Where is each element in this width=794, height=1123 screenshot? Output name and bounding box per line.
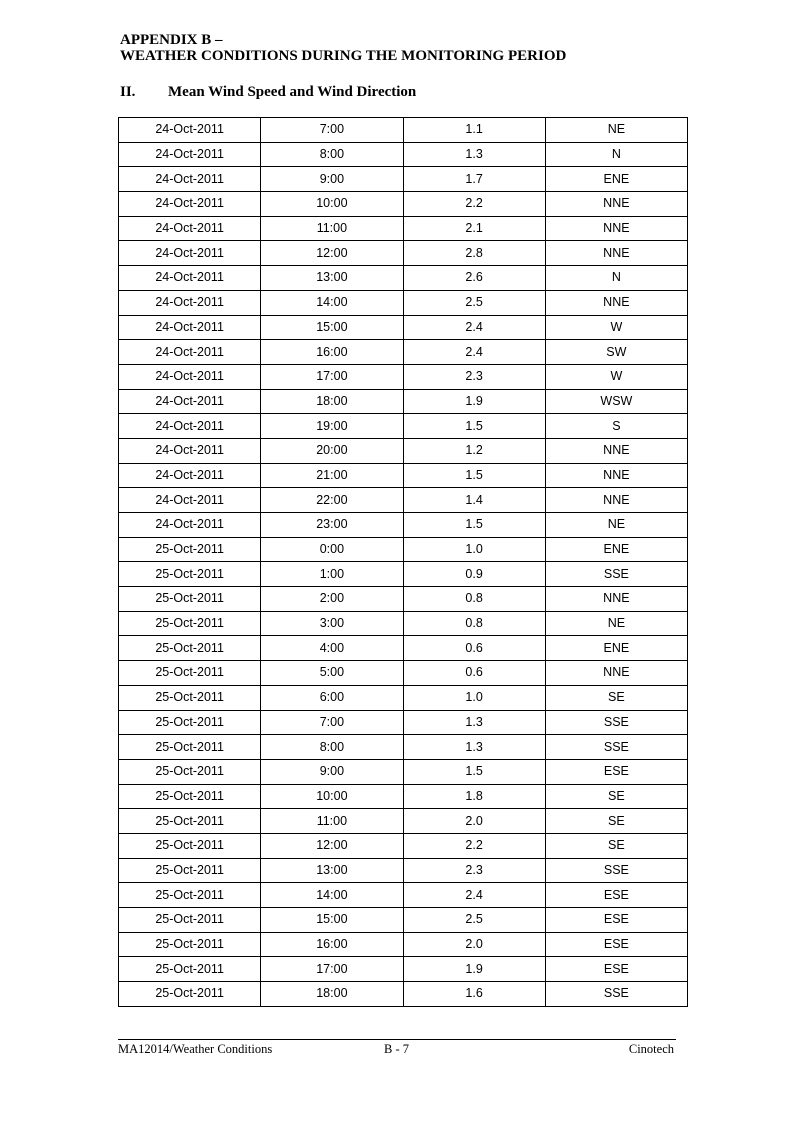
date-cell: 24-Oct-2011 [119, 266, 261, 291]
wind-speed-cell: 1.5 [403, 513, 545, 538]
date-cell: 25-Oct-2011 [119, 562, 261, 587]
wind-direction-cell: ENE [545, 537, 687, 562]
date-cell: 25-Oct-2011 [119, 587, 261, 612]
document-title: WEATHER CONDITIONS DURING THE MONITORING PERIOD [120, 48, 567, 64]
table-row [119, 883, 688, 908]
table-row [119, 833, 688, 858]
appendix-label: APPENDIX B – [120, 32, 223, 48]
time-cell: 10:00 [261, 192, 403, 217]
wind-direction-cell: WSW [545, 389, 687, 414]
wind-direction-cell: ESE [545, 957, 687, 982]
table-row [119, 463, 688, 488]
table-row [119, 982, 688, 1007]
wind-speed-cell: 2.2 [403, 833, 545, 858]
table-row [119, 241, 688, 266]
table-row [119, 414, 688, 439]
wind-direction-cell: SSE [545, 710, 687, 735]
wind-speed-cell: 2.5 [403, 908, 545, 933]
table-row [119, 858, 688, 883]
table-row [119, 735, 688, 760]
wind-speed-cell: 1.8 [403, 784, 545, 809]
wind-speed-cell: 0.8 [403, 587, 545, 612]
date-cell: 24-Oct-2011 [119, 438, 261, 463]
wind-direction-cell: SSE [545, 735, 687, 760]
table-row [119, 118, 688, 143]
time-cell: 11:00 [261, 216, 403, 241]
table-row [119, 513, 688, 538]
time-cell: 20:00 [261, 438, 403, 463]
table-row [119, 266, 688, 291]
table-row [119, 315, 688, 340]
wind-speed-cell: 1.5 [403, 759, 545, 784]
time-cell: 14:00 [261, 883, 403, 908]
wind-speed-cell: 2.4 [403, 340, 545, 365]
date-cell: 25-Oct-2011 [119, 759, 261, 784]
table-row [119, 364, 688, 389]
table-row [119, 908, 688, 933]
wind-speed-cell: 2.6 [403, 266, 545, 291]
date-cell: 25-Oct-2011 [119, 957, 261, 982]
wind-direction-cell: SE [545, 809, 687, 834]
table-row [119, 710, 688, 735]
date-cell: 24-Oct-2011 [119, 142, 261, 167]
wind-direction-cell: SSE [545, 858, 687, 883]
wind-speed-cell: 1.3 [403, 710, 545, 735]
time-cell: 18:00 [261, 389, 403, 414]
time-cell: 9:00 [261, 759, 403, 784]
date-cell: 25-Oct-2011 [119, 611, 261, 636]
table-body [119, 118, 688, 1007]
time-cell: 16:00 [261, 932, 403, 957]
time-cell: 23:00 [261, 513, 403, 538]
time-cell: 12:00 [261, 833, 403, 858]
wind-direction-cell: NNE [545, 192, 687, 217]
date-cell: 25-Oct-2011 [119, 908, 261, 933]
wind-direction-cell: NE [545, 513, 687, 538]
time-cell: 0:00 [261, 537, 403, 562]
date-cell: 25-Oct-2011 [119, 685, 261, 710]
wind-direction-cell: ESE [545, 883, 687, 908]
date-cell: 25-Oct-2011 [119, 809, 261, 834]
footer-document-ref: MA12014/Weather Conditions [118, 1042, 273, 1056]
footer-divider [118, 1039, 676, 1040]
wind-direction-cell: NNE [545, 290, 687, 315]
wind-speed-cell: 0.6 [403, 661, 545, 686]
wind-speed-cell: 1.6 [403, 982, 545, 1007]
table-row [119, 562, 688, 587]
wind-direction-cell: SE [545, 784, 687, 809]
date-cell: 25-Oct-2011 [119, 932, 261, 957]
date-cell: 25-Oct-2011 [119, 858, 261, 883]
time-cell: 12:00 [261, 241, 403, 266]
time-cell: 6:00 [261, 685, 403, 710]
time-cell: 17:00 [261, 364, 403, 389]
table-row [119, 957, 688, 982]
date-cell: 24-Oct-2011 [119, 241, 261, 266]
time-cell: 13:00 [261, 266, 403, 291]
wind-direction-cell: SE [545, 833, 687, 858]
wind-speed-cell: 2.8 [403, 241, 545, 266]
wind-speed-cell: 1.9 [403, 389, 545, 414]
wind-direction-cell: NE [545, 611, 687, 636]
table-row [119, 661, 688, 686]
wind-speed-cell: 1.5 [403, 463, 545, 488]
time-cell: 8:00 [261, 142, 403, 167]
wind-speed-cell: 2.2 [403, 192, 545, 217]
wind-direction-cell: W [545, 364, 687, 389]
table-row [119, 167, 688, 192]
table-row [119, 142, 688, 167]
date-cell: 25-Oct-2011 [119, 982, 261, 1007]
time-cell: 16:00 [261, 340, 403, 365]
date-cell: 24-Oct-2011 [119, 414, 261, 439]
time-cell: 13:00 [261, 858, 403, 883]
time-cell: 17:00 [261, 957, 403, 982]
wind-data-table [118, 117, 688, 1007]
time-cell: 10:00 [261, 784, 403, 809]
section-title: Mean Wind Speed and Wind Direction [168, 84, 417, 100]
date-cell: 24-Oct-2011 [119, 192, 261, 217]
wind-direction-cell: NE [545, 118, 687, 143]
time-cell: 19:00 [261, 414, 403, 439]
wind-speed-cell: 1.0 [403, 685, 545, 710]
time-cell: 9:00 [261, 167, 403, 192]
time-cell: 14:00 [261, 290, 403, 315]
date-cell: 24-Oct-2011 [119, 118, 261, 143]
table-row [119, 932, 688, 957]
wind-speed-cell: 2.5 [403, 290, 545, 315]
table-row [119, 340, 688, 365]
wind-speed-cell: 2.1 [403, 216, 545, 241]
date-cell: 25-Oct-2011 [119, 537, 261, 562]
table-row [119, 759, 688, 784]
table-row [119, 587, 688, 612]
wind-speed-cell: 1.2 [403, 438, 545, 463]
wind-speed-cell: 0.9 [403, 562, 545, 587]
wind-speed-cell: 1.0 [403, 537, 545, 562]
date-cell: 25-Oct-2011 [119, 710, 261, 735]
time-cell: 8:00 [261, 735, 403, 760]
wind-speed-cell: 1.4 [403, 488, 545, 513]
time-cell: 11:00 [261, 809, 403, 834]
wind-direction-cell: SE [545, 685, 687, 710]
wind-speed-cell: 1.7 [403, 167, 545, 192]
wind-direction-cell: ENE [545, 167, 687, 192]
wind-direction-cell: NNE [545, 463, 687, 488]
wind-direction-cell: ESE [545, 759, 687, 784]
wind-direction-cell: SW [545, 340, 687, 365]
section-number: II. [120, 84, 136, 100]
table-row [119, 809, 688, 834]
wind-speed-cell: 2.3 [403, 858, 545, 883]
wind-direction-cell: ESE [545, 908, 687, 933]
wind-speed-cell: 2.0 [403, 932, 545, 957]
wind-speed-cell: 1.3 [403, 735, 545, 760]
time-cell: 2:00 [261, 587, 403, 612]
time-cell: 5:00 [261, 661, 403, 686]
date-cell: 25-Oct-2011 [119, 883, 261, 908]
table-row [119, 636, 688, 661]
date-cell: 24-Oct-2011 [119, 340, 261, 365]
wind-speed-cell: 2.3 [403, 364, 545, 389]
wind-direction-cell: N [545, 266, 687, 291]
time-cell: 22:00 [261, 488, 403, 513]
wind-speed-cell: 2.4 [403, 315, 545, 340]
time-cell: 7:00 [261, 710, 403, 735]
table-row [119, 216, 688, 241]
wind-direction-cell: ESE [545, 932, 687, 957]
wind-direction-cell: NNE [545, 661, 687, 686]
date-cell: 24-Oct-2011 [119, 216, 261, 241]
wind-direction-cell: SSE [545, 562, 687, 587]
date-cell: 24-Oct-2011 [119, 389, 261, 414]
table-row [119, 784, 688, 809]
date-cell: 24-Oct-2011 [119, 364, 261, 389]
date-cell: 24-Oct-2011 [119, 315, 261, 340]
date-cell: 24-Oct-2011 [119, 513, 261, 538]
table-row [119, 685, 688, 710]
wind-speed-cell: 1.5 [403, 414, 545, 439]
date-cell: 24-Oct-2011 [119, 463, 261, 488]
footer-page-number: B - 7 [384, 1042, 409, 1056]
section-heading [120, 83, 416, 102]
wind-speed-cell: 1.9 [403, 957, 545, 982]
wind-speed-cell: 2.0 [403, 809, 545, 834]
time-cell: 15:00 [261, 908, 403, 933]
table-row [119, 192, 688, 217]
table-row [119, 290, 688, 315]
date-cell: 24-Oct-2011 [119, 488, 261, 513]
table-row [119, 389, 688, 414]
wind-direction-cell: S [545, 414, 687, 439]
table-row [119, 537, 688, 562]
time-cell: 21:00 [261, 463, 403, 488]
table-row [119, 488, 688, 513]
date-cell: 25-Oct-2011 [119, 661, 261, 686]
wind-direction-cell: SSE [545, 982, 687, 1007]
date-cell: 24-Oct-2011 [119, 167, 261, 192]
wind-direction-cell: N [545, 142, 687, 167]
date-cell: 25-Oct-2011 [119, 833, 261, 858]
wind-speed-cell: 1.1 [403, 118, 545, 143]
wind-direction-cell: W [545, 315, 687, 340]
time-cell: 1:00 [261, 562, 403, 587]
wind-direction-cell: NNE [545, 587, 687, 612]
date-cell: 25-Oct-2011 [119, 784, 261, 809]
time-cell: 7:00 [261, 118, 403, 143]
table-row [119, 438, 688, 463]
time-cell: 4:00 [261, 636, 403, 661]
wind-speed-cell: 0.6 [403, 636, 545, 661]
time-cell: 18:00 [261, 982, 403, 1007]
table-row [119, 611, 688, 636]
wind-speed-cell: 1.3 [403, 142, 545, 167]
date-cell: 24-Oct-2011 [119, 290, 261, 315]
wind-direction-cell: NNE [545, 488, 687, 513]
date-cell: 25-Oct-2011 [119, 636, 261, 661]
footer-company: Cinotech [628, 1042, 674, 1056]
time-cell: 3:00 [261, 611, 403, 636]
wind-direction-cell: NNE [545, 438, 687, 463]
wind-speed-cell: 0.8 [403, 611, 545, 636]
wind-speed-cell: 2.4 [403, 883, 545, 908]
wind-direction-cell: NNE [545, 241, 687, 266]
wind-direction-cell: ENE [545, 636, 687, 661]
wind-direction-cell: NNE [545, 216, 687, 241]
date-cell: 25-Oct-2011 [119, 735, 261, 760]
time-cell: 15:00 [261, 315, 403, 340]
